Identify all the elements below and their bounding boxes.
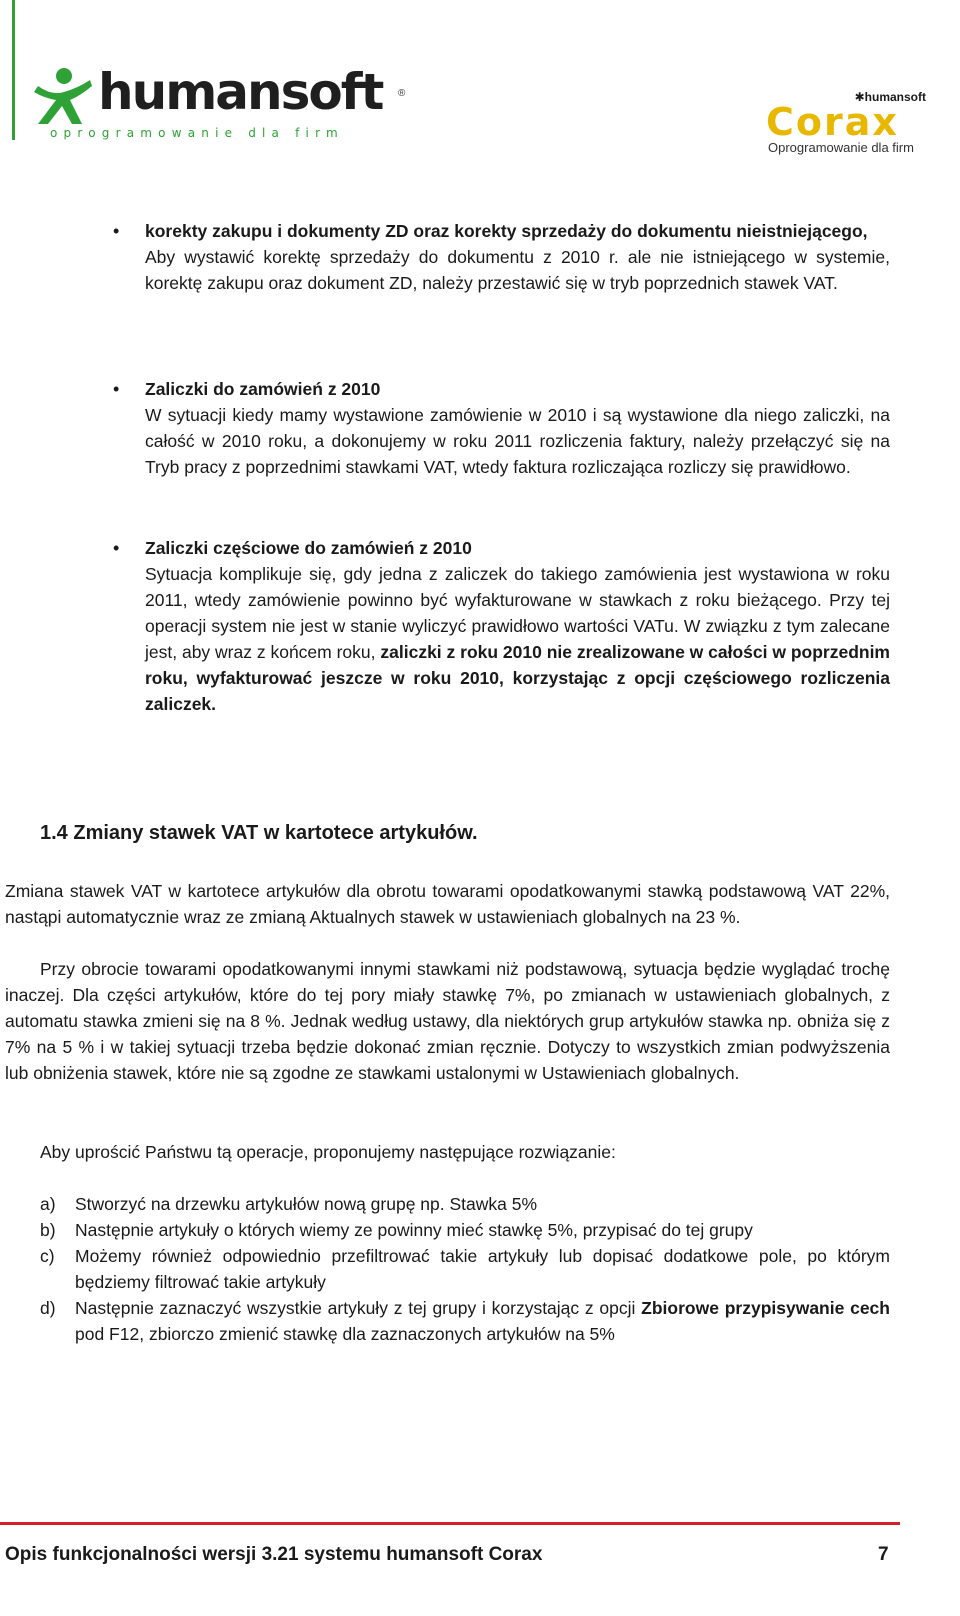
list-letter: b) <box>40 1220 56 1240</box>
page-number: 7 <box>878 1544 889 1565</box>
bullet-item <box>113 376 890 480</box>
list-text-post: pod F12, zbiorczo zmienić stawkę dla zaznaczonych artykułów na 5% <box>75 1324 615 1344</box>
steps-list <box>40 1191 890 1347</box>
list-letter: c) <box>40 1246 55 1266</box>
footer-rule <box>0 1522 900 1525</box>
bullet-body: W sytuacji kiedy mamy wystawione zamówienie w 2010 i są wystawione dla niego zaliczki, na całość w 2010 roku, a dokonujemy w roku 2011 rozliczenia faktury, należy przełączyć się na Tryb pracy z poprzednimi stawkami VAT, wtedy faktura rozliczająca rozliczy się prawidłowo. <box>145 405 890 477</box>
list-letter: a) <box>40 1194 56 1214</box>
list-item <box>40 1243 890 1295</box>
bullet-dot-icon: • <box>113 379 120 399</box>
bullet-body-bold: zaliczki z roku 2010 nie zrealizowane w całości w poprzednim roku, wyfakturować jeszcze w roku 2010, korzystając z opcji częściowego rozliczenia zaliczek. <box>145 642 890 714</box>
paragraph: Zmiana stawek VAT w kartotece artykułów dla obrotu towarami opodatkowanymi stawką podstawową VAT 22%, nastąpi automatycznie wraz ze zmianą Aktualnych stawek w ustawieniach globalnych na 23 %. <box>5 881 890 927</box>
bullet-title: Zaliczki do zamówień z 2010 <box>145 379 381 399</box>
list-text: Stworzyć na drzewku artykułów nową grupę np. Stawka 5% <box>75 1194 538 1214</box>
list-text: Następnie artykuły o których wiemy ze powinny mieć stawkę 5%, przypisać do tej grupy <box>75 1220 753 1240</box>
humansoft-logo <box>34 63 406 146</box>
header-green-rule <box>12 0 15 140</box>
list-item <box>40 1217 890 1243</box>
list-text-bold: Zbiorowe przypisywanie cech <box>641 1298 890 1318</box>
corax-tagline: Oprogramowanie dla firm <box>768 140 914 155</box>
humansoft-wordmark: humansoft <box>98 63 383 121</box>
list-item <box>40 1191 890 1217</box>
section-heading: 1.4 Zmiany stawek VAT w kartotece artykułów. <box>40 822 478 844</box>
bullet-body <box>145 561 890 717</box>
bullet-body-text: Sytuacja komplikuje się, gdy jedna z zaliczek do takiego zamówienia jest wystawiona w roku 2011, wtedy zamówienie powinno być wyfakturowane w stawkach z roku bieżącego. Przy tej operacji system nie jest w stanie wyliczyć prawidłowo wartości VATu. W związku z tym zalecane jest, aby wraz z końcem roku, <box>145 564 890 662</box>
corax-logo <box>760 90 930 160</box>
bullet-dot-icon: • <box>113 538 120 558</box>
bullet-item <box>113 535 890 717</box>
list-text: Możemy również odpowiednio przefiltrować takie artykuły lub dopisać dodatkowe pole, po którym będziemy filtrować takie artykuły <box>75 1246 890 1292</box>
paragraph: Aby uprościć Państwu tą operacje, proponujemy następujące rozwiązanie: <box>40 1142 616 1162</box>
footer-title: Opis funkcjonalności wersji 3.21 systemu humansoft Corax <box>5 1544 543 1565</box>
mini-figure-icon: ✱ <box>854 90 865 104</box>
bullet-title: Zaliczki częściowe do zamówień z 2010 <box>145 538 472 558</box>
bullet-title: korekty zakupu i dokumenty ZD oraz korekty sprzedaży do dokumentu nieistniejącego, <box>145 221 868 241</box>
humansoft-tagline: oprogramowanie dla firm <box>50 126 344 140</box>
registered-mark: ® <box>398 88 406 99</box>
bullet-dot-icon: • <box>113 221 120 241</box>
list-letter: d) <box>40 1298 56 1318</box>
humansoft-figure-icon <box>34 66 96 126</box>
bullet-item <box>113 218 890 296</box>
paragraph: Przy obrocie towarami opodatkowanymi innymi stawkami niż podstawową, sytuacja będzie wyglądać trochę inaczej. Dla części artykułów, które do tej pory miały stawkę 7%, po zmianach w ustawieniach globalnych, z automatu stawka zmieni się na 8 %. Jednak według ustawy, dla niektórych grup artykułów stawka np. obniża się z 7% na 5 % i w takiej sytuacji trzeba będzie dokonać zmian ręcznie. Dotyczy to wszystkich zmian podwyższenia lub obniżenia stawek, które nie są zgodne ze stawkami ustalonymi w Ustawieniach globalnych. <box>5 959 890 1083</box>
list-text-pre: Następnie zaznaczyć wszystkie artykuły z tej grupy i korzystając z opcji <box>75 1298 642 1318</box>
corax-brand-name: humansoft <box>864 90 926 104</box>
bullet-body: Aby wystawić korektę sprzedaży do dokumentu z 2010 r. ale nie istniejącego w systemie, korektę zakupu oraz dokument ZD, należy przestawić się w tryb poprzednich stawek VAT. <box>145 247 890 293</box>
corax-wordmark: Corax <box>766 100 899 144</box>
list-item <box>40 1295 890 1347</box>
